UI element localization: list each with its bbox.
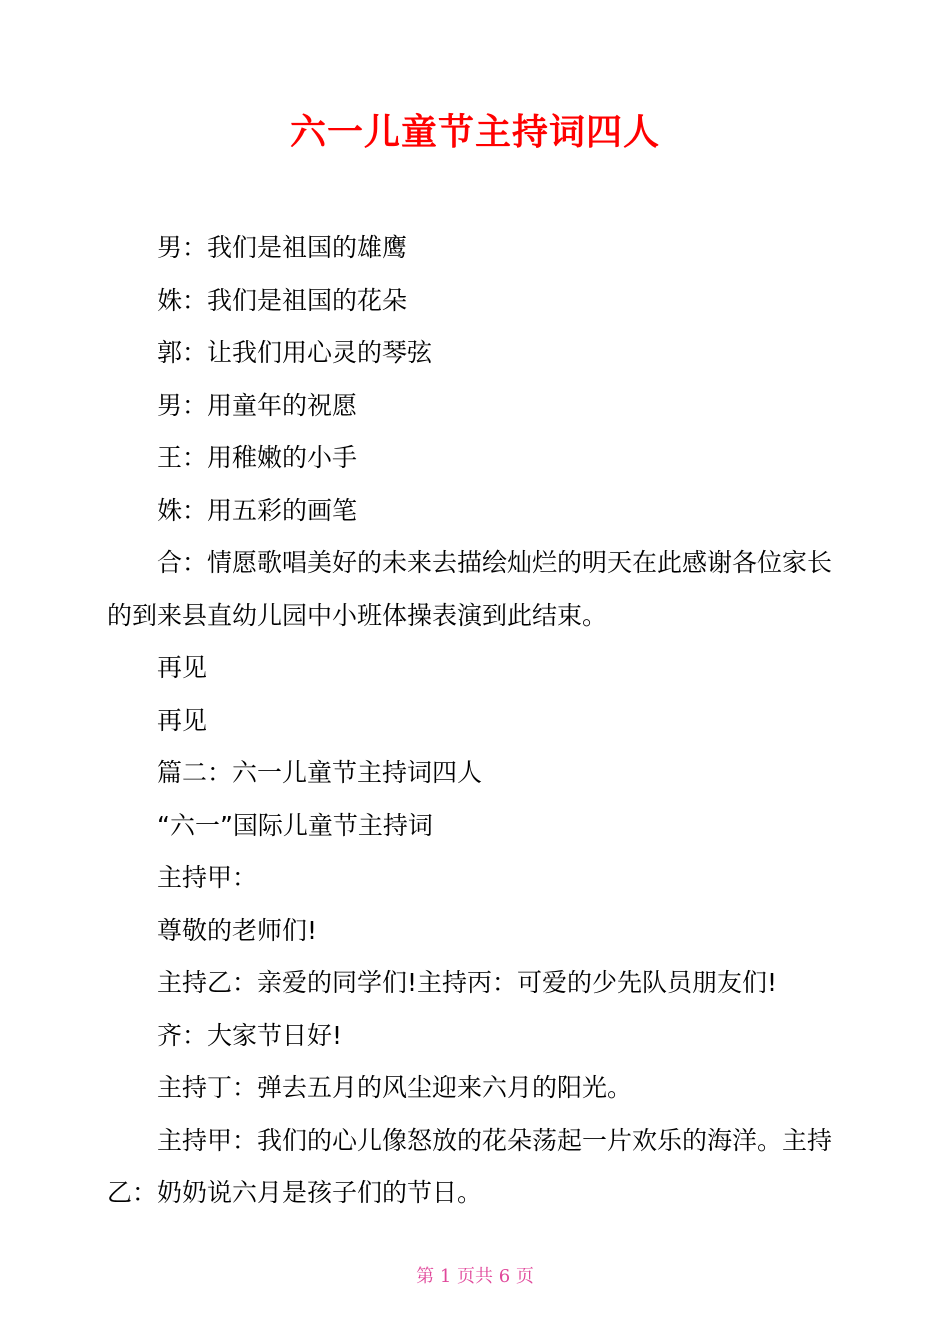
paragraph: 主持甲： <box>157 863 258 892</box>
paragraph: 尊敬的老师们! <box>157 915 318 945</box>
paragraph: “六一”国际儿童节主持词 <box>157 810 433 840</box>
paragraph: 郭：让我们用心灵的琴弦 <box>157 338 433 367</box>
document-title: 六一儿童节主持词四人 <box>289 112 660 153</box>
document-body <box>107 222 843 1220</box>
paragraph: 再见 <box>157 653 208 682</box>
paragraph: 主持甲：我们的心儿像怒放的花朵荡起一片欢乐的海洋。主持乙：奶奶说六月是孩子们的节日。 <box>107 1125 833 1207</box>
paragraph: 男：我们是祖国的雄鹰 <box>157 233 408 262</box>
paragraph: 男：用童年的祝愿 <box>157 390 358 420</box>
paragraph: 王：用稚嫩的小手 <box>157 443 358 472</box>
paragraph: 姝：用五彩的画笔 <box>157 495 358 525</box>
paragraph: 主持丁：弹去五月的风尘迎来六月的阳光。 <box>157 1073 633 1102</box>
paragraph: 姝：我们是祖国的花朵 <box>157 285 408 315</box>
page-footer: 第 1 页共 6 页 <box>416 1266 534 1287</box>
paragraph: 合：情愿歌唱美好的未来去描绘灿烂的明天在此感谢各位家长的到来县直幼儿园中小班体操表演到此结束。 <box>107 548 833 630</box>
paragraph: 篇二：六一儿童节主持词四人 <box>157 758 483 787</box>
paragraph: 主持乙：亲爱的同学们!主持丙：可爱的少先队员朋友们! <box>157 968 778 997</box>
paragraph: 再见 <box>157 705 208 735</box>
paragraph: 齐：大家节日好! <box>157 1020 343 1050</box>
